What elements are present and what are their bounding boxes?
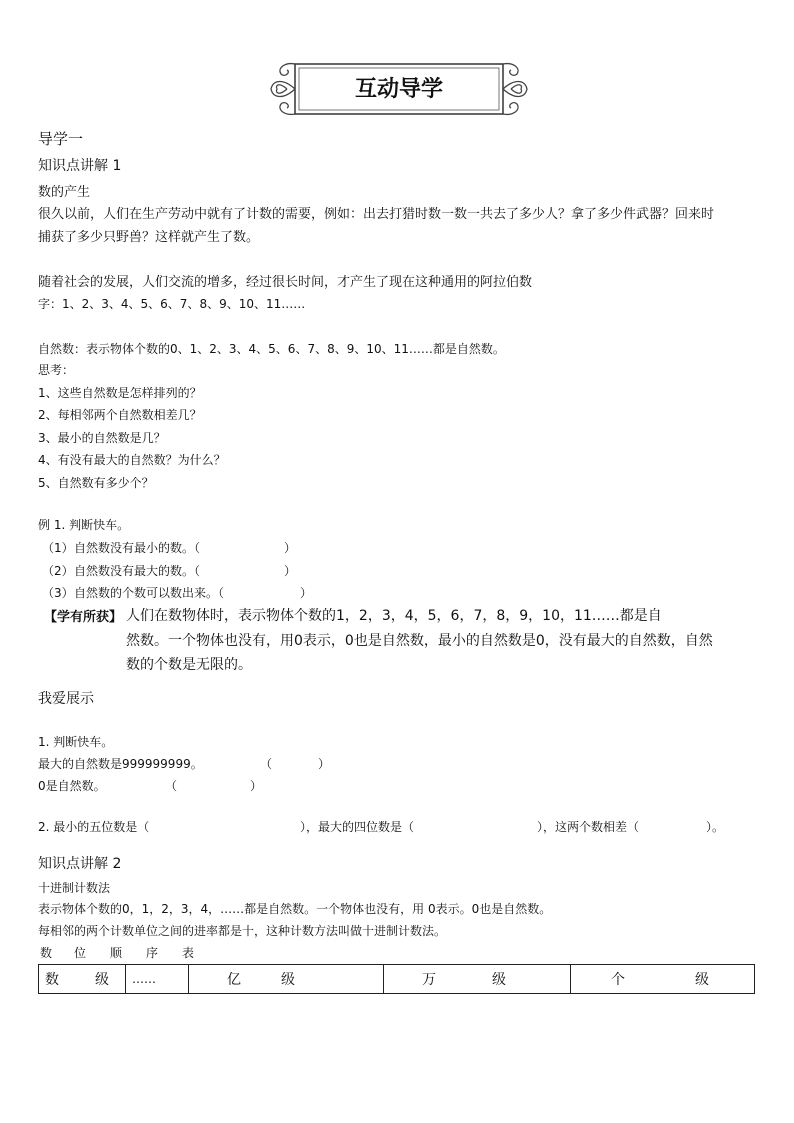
table-caption: 数 位 顺 序 表 <box>40 946 195 960</box>
example1-item-close: ） <box>284 564 297 578</box>
show-q2-part1: 2. 最小的五位数是（ <box>38 820 150 834</box>
example1-item-text: 自然数没有最小的数。（ <box>74 541 201 555</box>
table-cell: 个 级 <box>571 965 755 994</box>
show-q2-part3: ），这两个数相差（ <box>537 820 640 834</box>
kp1-para1-line1: 很久以前，人们在生产劳动中就有了计数的需要，例如：出去打猎时数一数一共去了多少人？拿了多少件武器？回来时 <box>38 207 715 222</box>
table-cell: 数 级 <box>39 965 126 994</box>
show-q1-a: 最大的自然数是999999999。 <box>38 757 203 771</box>
kp2-subheading: 十进制计数法 <box>38 881 111 895</box>
kp1-subheading: 数的产生 <box>38 185 91 200</box>
kp2-heading: 知识点讲解 2 <box>38 856 122 872</box>
show-title: 我爱展示 <box>38 691 94 707</box>
answer-blank-close: ） <box>250 779 263 793</box>
banner-title: 互动导学 <box>354 76 443 102</box>
think-label: 思考： <box>38 363 75 377</box>
think-question: 5、自然数有多少个？ <box>38 476 154 490</box>
title-banner <box>265 58 533 120</box>
kp1-heading: 知识点讲解 1 <box>38 158 122 174</box>
learned-label: 【学有所获】 <box>44 610 123 625</box>
kp1-para2-line2: 字：1、2、3、4、5、6、7、8、9、10、11…… <box>38 297 306 311</box>
table-row <box>39 965 755 994</box>
kp1-para2-line1: 随着社会的发展，人们交流的增多，经过很长时间，才产生了现在这种通用的阿拉伯数 <box>38 275 533 290</box>
show-q2-part2: ），最大的四位数是（ <box>300 820 415 834</box>
place-value-table <box>38 964 755 994</box>
learned-line3: 数的个数是无限的。 <box>126 657 252 673</box>
kp1-para1-line2: 捕获了多少只野兽？这样就产生了数。 <box>38 230 260 245</box>
table-cell: 万 级 <box>384 965 571 994</box>
example1-title: 例 1. 判断快车。 <box>38 518 130 532</box>
show-q1-b: 0是自然数。 <box>38 779 106 793</box>
example1-item-close: ） <box>284 541 297 555</box>
example1-item-text: 自然数的个数可以数出来。（ <box>74 586 225 600</box>
section-title: 导学一 <box>38 130 84 148</box>
think-question: 4、有没有最大的自然数？为什么？ <box>38 453 226 467</box>
answer-blank-open[interactable]: （ <box>165 779 178 793</box>
example1-item-num: （1） <box>42 541 74 555</box>
example1-item-text: 自然数没有最大的数。（ <box>74 564 201 578</box>
think-question: 3、最小的自然数是几？ <box>38 431 166 445</box>
show-q2-part4: ）。 <box>706 820 725 834</box>
think-question: 1、这些自然数是怎样排列的？ <box>38 386 202 400</box>
example1-item-close: ） <box>300 586 313 600</box>
learned-line2: 然数。一个物体也没有，用0表示，0也是自然数，最小的自然数是0，没有最大的自然数，自然 <box>126 633 713 649</box>
learned-line1: 人们在数物体时，表示物体个数的1，2，3，4，5，6，7，8，9，10，11……都是自 <box>126 608 662 624</box>
kp2-line1: 表示物体个数的0，1，2，3，4，……都是自然数。一个物体也没有，用 0表示。0也是自然数。 <box>38 902 552 916</box>
example1-item-num: （3） <box>42 586 74 600</box>
table-cell: …… <box>126 965 189 994</box>
kp2-line2: 每相邻的两个计数单位之间的进率都是十，这种计数方法叫做十进制计数法。 <box>38 924 447 938</box>
show-q1-title: 1. 判断快车。 <box>38 735 114 749</box>
answer-blank-open[interactable]: （ <box>260 757 273 771</box>
natural-number-definition: 自然数：表示物体个数的0、1、2、3、4、5、6、7、8、9、10、11……都是自然数。 <box>38 342 505 356</box>
table-cell: 亿 级 <box>189 965 384 994</box>
think-question: 2、每相邻两个自然数相差几？ <box>38 408 202 422</box>
answer-blank-close: ） <box>318 757 331 771</box>
example1-item-num: （2） <box>42 564 74 578</box>
